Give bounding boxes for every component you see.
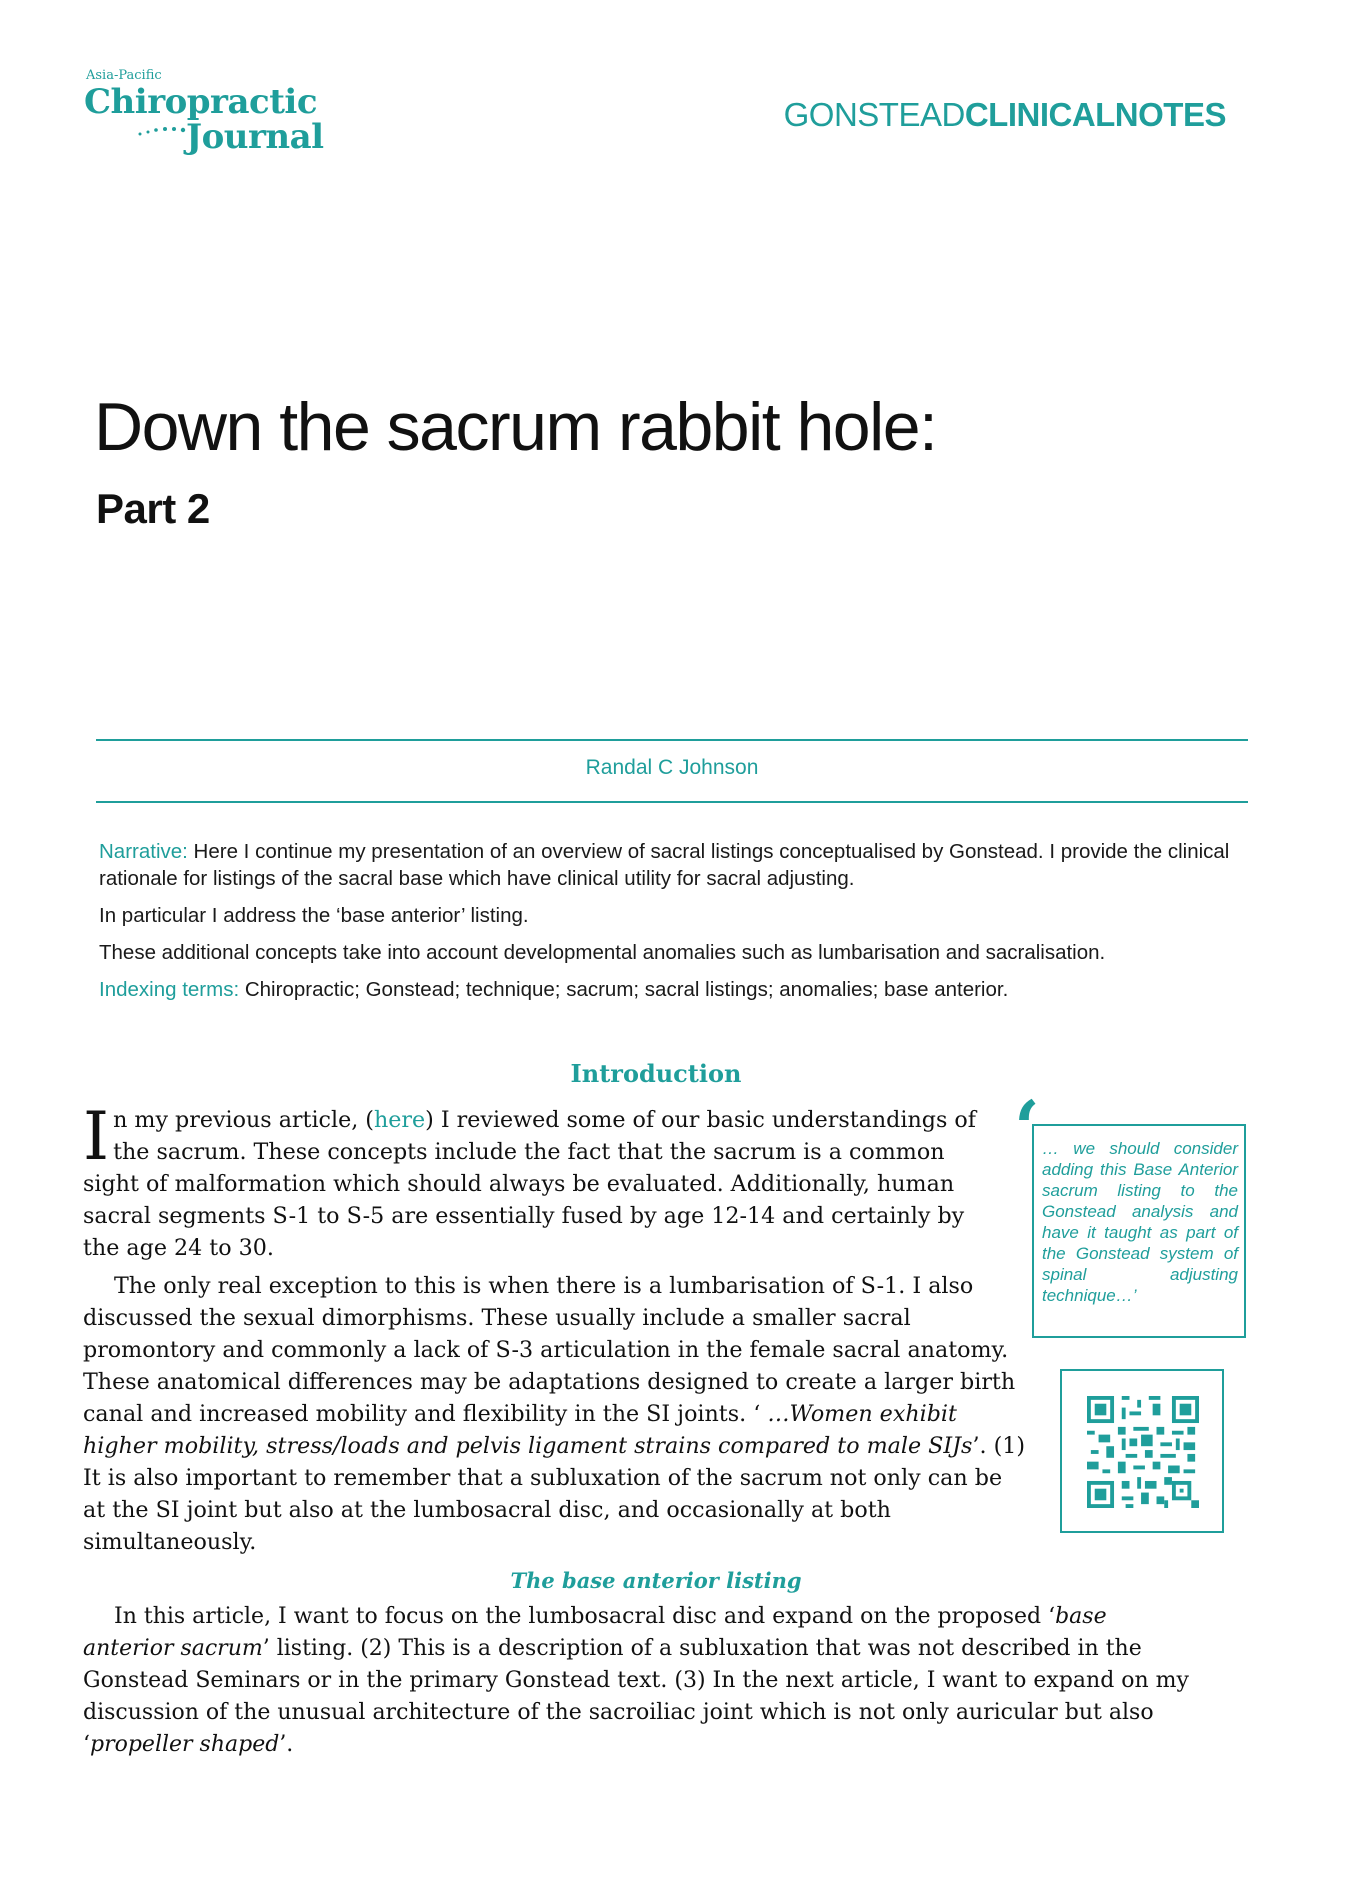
body-paragraph-1 xyxy=(83,1098,1003,1264)
abstract-indexing xyxy=(99,976,1249,1003)
p3-em-1: base anterior sacrum xyxy=(83,1604,1107,1661)
indexing-text: Chiropractic; Gonstead; technique; sacrum; sacral listings; anomalies; base anterior. xyxy=(239,978,1009,1001)
p3-text-c: ’. xyxy=(279,1732,294,1757)
body-paragraph-3 xyxy=(83,1601,1193,1761)
abstract-line-3: These additional concepts take into account developmental anomalies such as lumbarisation and sacralisation. xyxy=(99,941,1106,964)
abstract xyxy=(99,838,1249,1013)
subheading-base-anterior: The base anterior listing xyxy=(510,1568,802,1593)
series-header-light: GONSTEAD xyxy=(783,96,965,133)
abstract-narrative xyxy=(99,838,1249,892)
previous-article-link[interactable]: here xyxy=(373,1107,426,1133)
indexing-label: Indexing terms: xyxy=(99,978,240,1001)
p3-em-2: propeller shaped xyxy=(90,1732,280,1757)
abstract-line-2: In particular I address the ‘base anterior’ listing. xyxy=(99,904,529,927)
article-title: Down the sacrum rabbit hole: xyxy=(94,389,937,465)
article-subtitle: Part 2 xyxy=(96,485,210,532)
quote-mark-icon: ‘ xyxy=(1014,1086,1040,1172)
p3-text-b: ’ listing. (2) This is a description of a subluxation that was not described in the Gonstead Seminars or in the primary Gonstead text. (3) In the next article, I want to expand on my discussion of the unusual architecture of the sacroiliac joint which is not only auricular but also ‘ xyxy=(83,1636,1189,1757)
logo-word-chiropractic: Chiropractic xyxy=(84,82,318,122)
pull-quote-text: … we should consider adding this Base Anterior sacrum listing to the Gonstead analysis and have it taught as part of the Gonstead system of spinal adjusting technique…’ xyxy=(1042,1139,1238,1305)
p2-text-b: ’. (1) It is also important to remember that a subluxation of the sacrum not only can be at the SI joint but also at the lumbosacral disc, and occasionally at both simultaneously. xyxy=(83,1433,1026,1555)
logo-word-journal: Journal xyxy=(186,117,324,157)
series-header xyxy=(784,96,1226,134)
qr-code-icon xyxy=(1087,1396,1199,1508)
article-author: Randal C Johnson xyxy=(585,756,759,779)
p1-text-b: ) I reviewed some of our basic understandings of the sacrum. These concepts include the fact that the sacrum is a common sight of malformation which should always be evaluated. Additionally, human sacral segments S-1 to S-5 are essentially fused by age 12-14 and certainly by the age 24 to 30. xyxy=(83,1107,976,1261)
journal-logo xyxy=(84,68,324,168)
p1-text-a: n my previous article, ( xyxy=(113,1107,374,1133)
p3-text-a: In this article, I want to focus on the lumbosacral disc and expand on the proposed ‘ xyxy=(114,1604,1056,1629)
series-header-bold: CLINICALNOTES xyxy=(964,96,1226,133)
drop-cap: I xyxy=(83,1098,110,1175)
narrative-label: Narrative: xyxy=(99,840,188,863)
section-heading-introduction: Introduction xyxy=(570,1059,742,1088)
narrative-text: Here I continue my presentation of an overview of sacral listings conceptualised by Gonstead. I provide the clinical rationale for listings of the sacral base which have clinical utility for sacral adjusting. xyxy=(99,840,1230,890)
body-paragraph-2 xyxy=(83,1270,1028,1558)
author-rule-bottom xyxy=(96,801,1248,803)
logo-region-text: Asia-Pacific xyxy=(86,68,162,83)
p2-quote: …Women exhibit higher mobility, stress/loads and pelvis ligament strains compared to male SIJs xyxy=(83,1401,973,1459)
p2-text-a: The only real exception to this is when there is a lumbarisation of S-1. I also discussed the sexual dimorphisms. These usually include a smaller sacral promontory and commonly a lack of S-3 articulation in the female sacral anatomy. These anatomical differences may be adaptations designed to create a larger birth canal and increased mobility and flexibility in the SI joints. ‘ xyxy=(83,1273,1016,1427)
qr-code-box[interactable] xyxy=(1060,1369,1224,1533)
author-rule-top xyxy=(96,739,1248,741)
